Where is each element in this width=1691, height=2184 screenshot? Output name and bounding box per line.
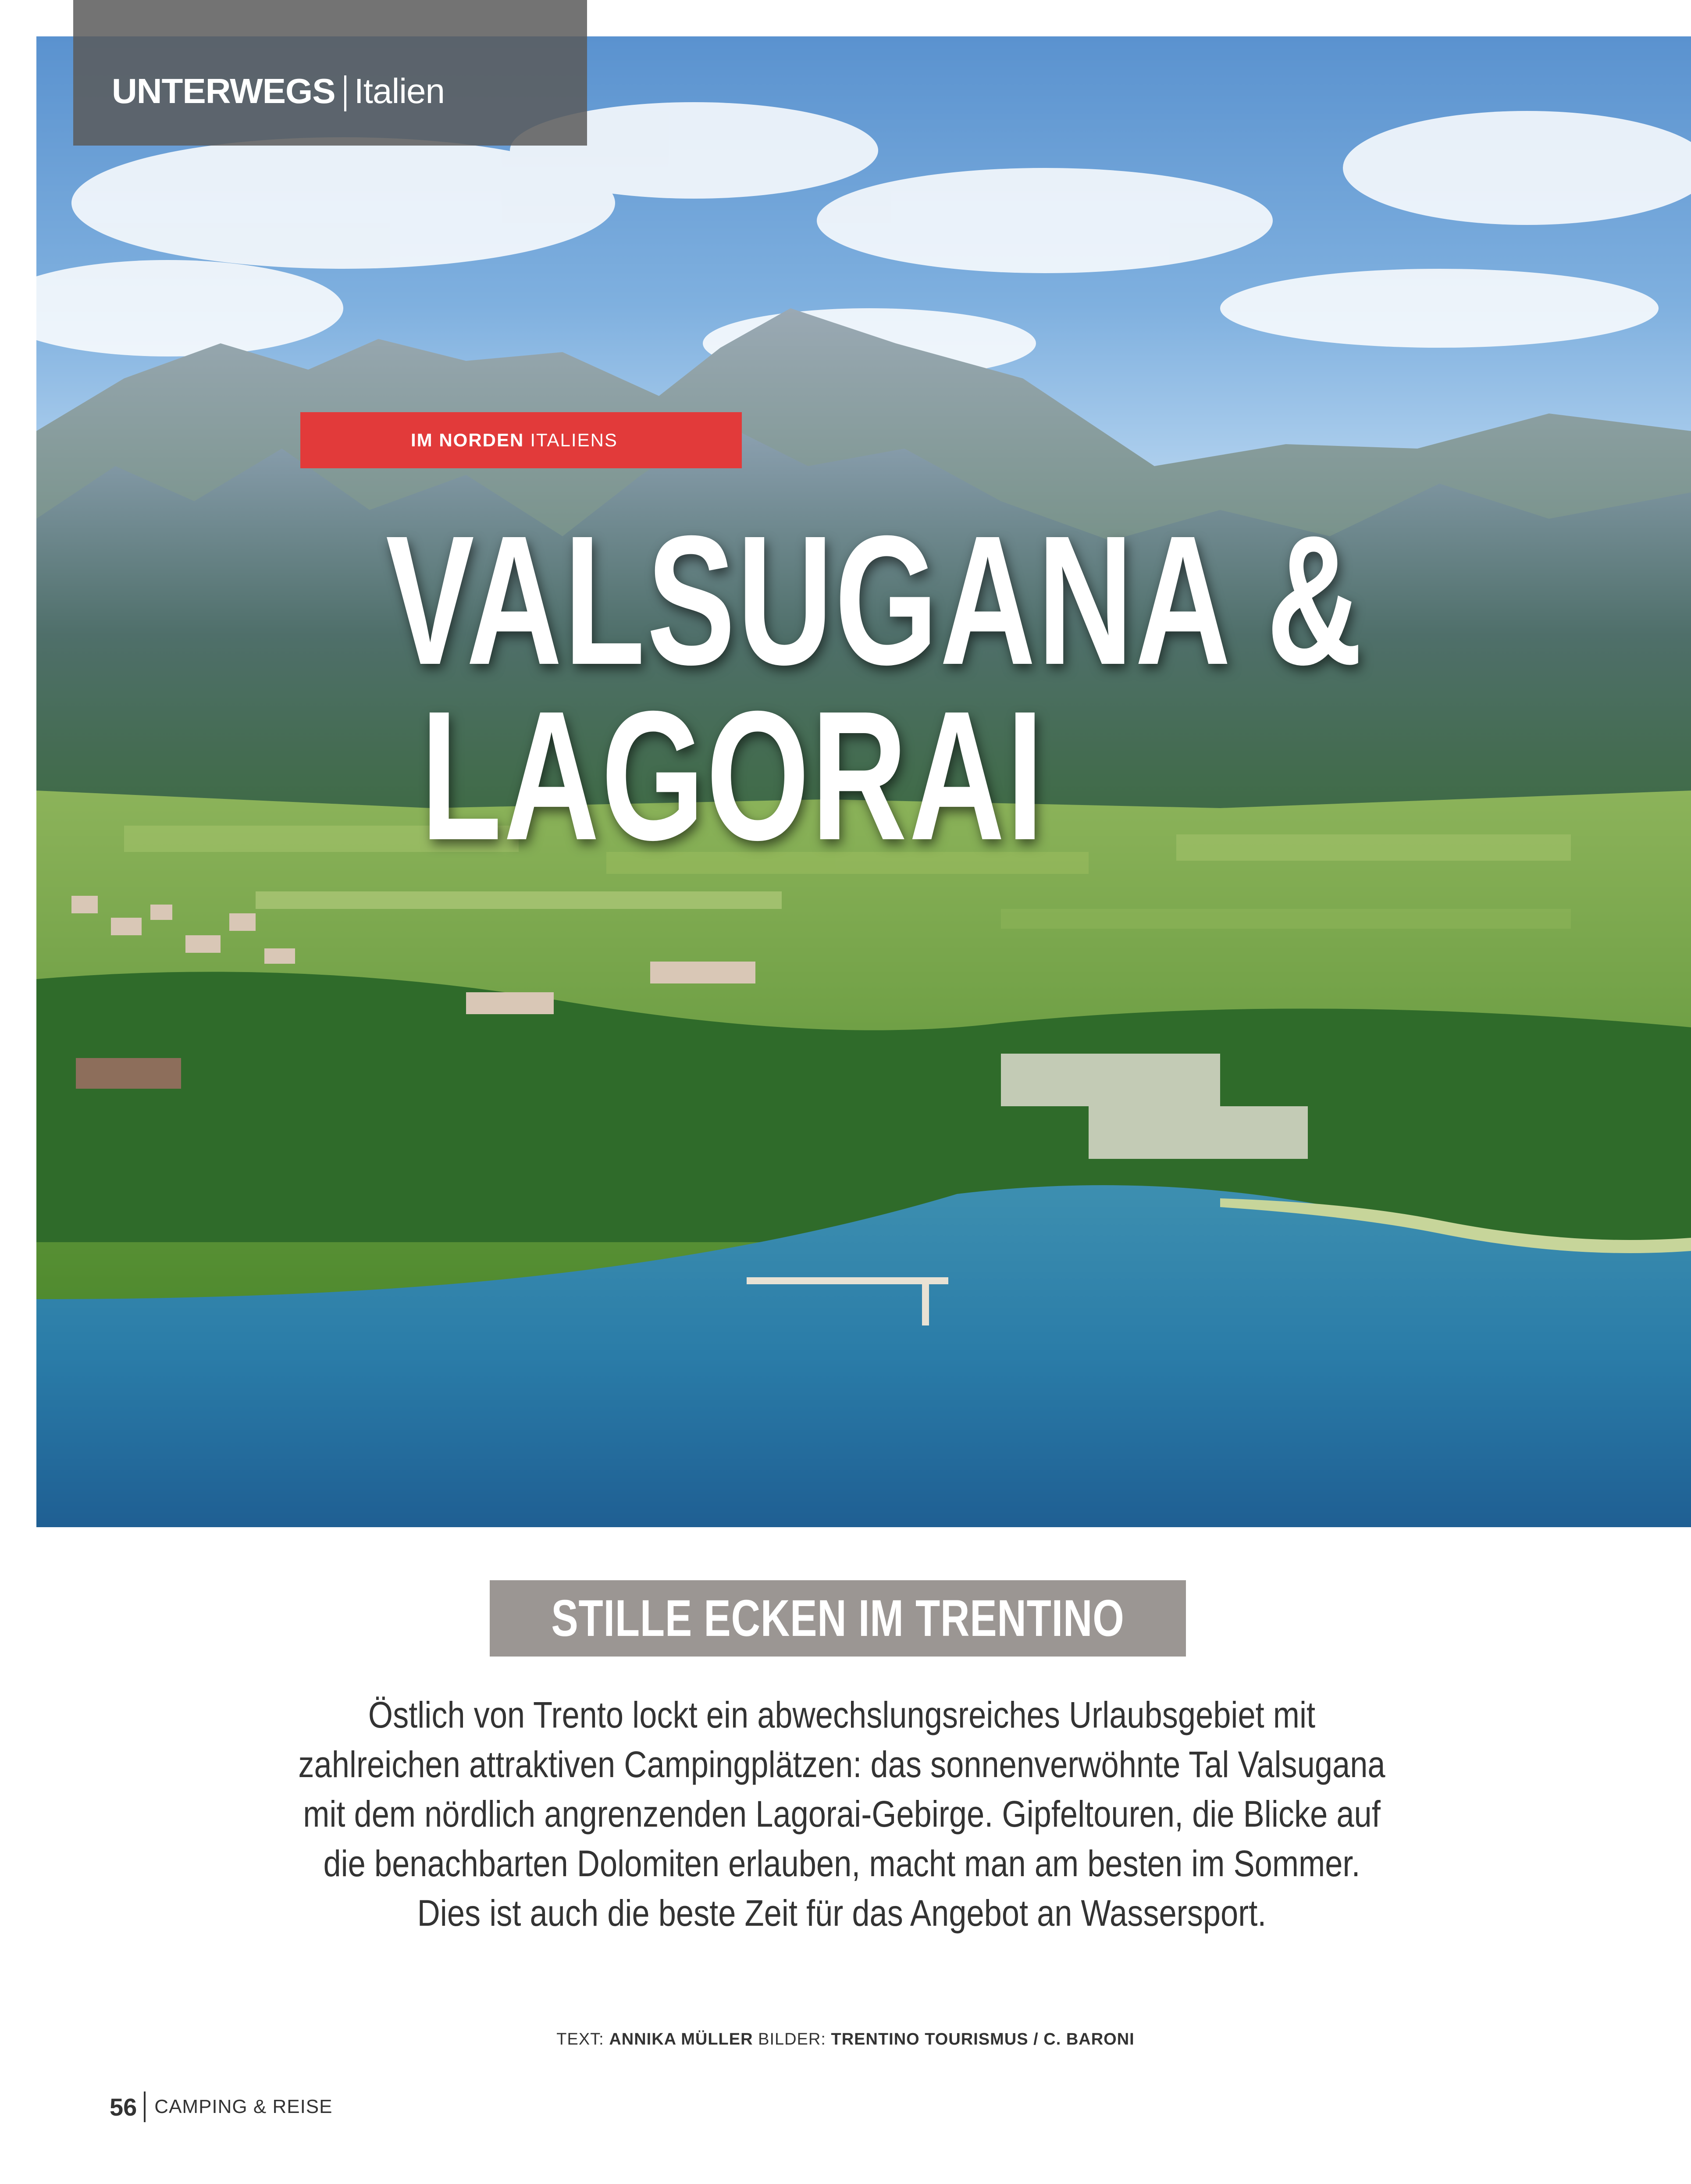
kicker-badge [300,412,742,468]
credits-text-label: TEXT: [556,2030,604,2049]
footer-separator [144,2091,146,2122]
headline [386,498,1364,879]
credits-text-author: ANNIKA MÜLLER [609,2030,753,2049]
credits-images-author: TRENTINO TOURISMUS / C. BARONI [831,2030,1135,2049]
section-tag [73,0,587,146]
pier-end [922,1282,929,1325]
page-footer [110,2094,332,2120]
section-separator [344,75,346,111]
intro-paragraph [167,1690,1517,1938]
subtitle-text: STILLE ECKEN IM TRENTINO [551,1589,1125,1647]
page-number: 56 [110,2093,137,2121]
intro-line: die benachbarten Dolomiten erlauben, macht man am besten im Sommer. [323,1843,1360,1884]
kicker-bold: IM NORDEN [411,430,524,450]
subtitle-bar [490,1580,1186,1657]
kicker-rest: ITALIENS [530,430,618,450]
intro-line: Dies ist auch die beste Zeit für das Angebot an Wassersport. [417,1892,1267,1934]
headline-line-2: LAGORAI [420,673,1046,879]
magazine-name: CAMPING & REISE [154,2096,333,2117]
credits [0,2030,1691,2049]
section-sub: Italien [354,71,445,110]
intro-line: zahlreichen attraktiven Campingplätzen: das sonnenverwöhnte Tal Valsugana [298,1744,1385,1785]
intro-line: mit dem nördlich angrenzenden Lagorai-Gebirge. Gipfeltouren, die Blicke auf [303,1793,1381,1835]
pier [747,1277,948,1284]
credits-images-label: BILDER: [758,2030,826,2049]
headline-line-1: VALSUGANA & [386,498,1364,703]
intro-line: Östlich von Trento lockt ein abwechslungsreiches Urlaubsgebiet mit [368,1694,1316,1735]
section-label: UNTERWEGS [112,71,335,110]
